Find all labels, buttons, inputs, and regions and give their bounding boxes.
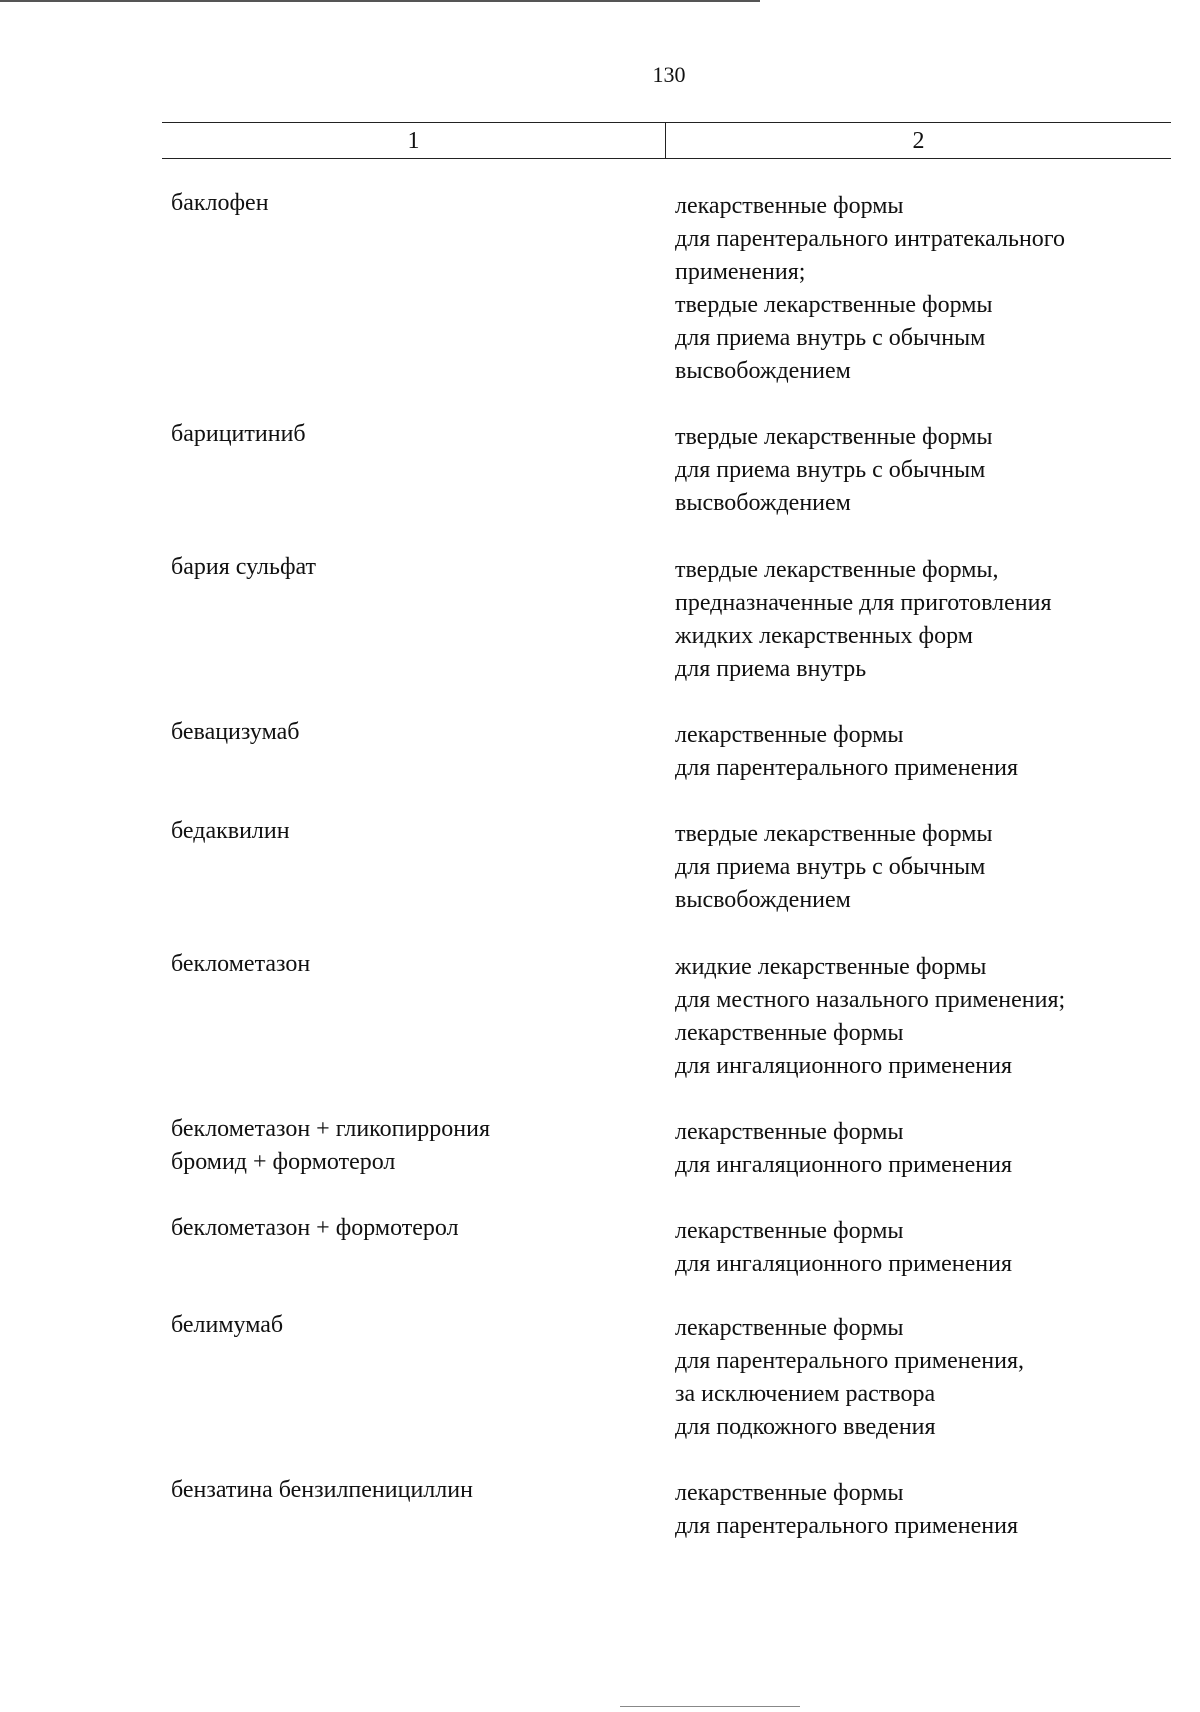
drug-name: бензатина бензилпенициллин xyxy=(171,1477,473,1503)
dosage-forms: лекарственные формы для парентерального применения xyxy=(675,722,1018,781)
scan-bottom-edge xyxy=(620,1706,800,1707)
column-header-1: 1 xyxy=(407,128,420,154)
dosage-forms: лекарственные формы для парентерального интратекального применения; твердые лекарственные формы для приема внутрь с обычным высвобождением xyxy=(675,193,1066,384)
drug-name: баклофен xyxy=(171,190,269,216)
column-header-2: 2 xyxy=(912,128,925,154)
drug-name: бевацизумаб xyxy=(171,719,300,745)
dosage-forms: лекарственные формы для парентерального применения, за исключением раствора для подкожного введения xyxy=(675,1315,1024,1440)
dosage-forms: лекарственные формы для ингаляционного применения xyxy=(675,1218,1013,1277)
drug-name: бария сульфат xyxy=(171,554,317,580)
drug-name: беклометазон + формотерол xyxy=(171,1215,459,1241)
page-number: 130 xyxy=(652,62,686,87)
dosage-forms: жидкие лекарственные формы для местного назального применения; лекарственные формы для ингаляционного применения xyxy=(675,954,1066,1079)
scan-top-edge xyxy=(0,0,760,2)
dosage-forms: лекарственные формы для ингаляционного применения xyxy=(675,1119,1013,1178)
dosage-forms: твердые лекарственные формы для приема внутрь с обычным высвобождением xyxy=(675,821,993,913)
drug-name: бедаквилин xyxy=(171,818,290,844)
dosage-forms: твердые лекарственные формы, предназначенные для приготовления жидких лекарственных форм для приема внутрь xyxy=(675,557,1052,682)
dosage-forms: твердые лекарственные формы для приема внутрь с обычным высвобождением xyxy=(675,424,993,516)
dosage-forms: лекарственные формы для парентерального применения xyxy=(675,1480,1018,1539)
drug-name: беклометазон + гликопиррония бромид + формотерол xyxy=(171,1116,491,1175)
drug-name: беклометазон xyxy=(171,951,311,977)
drug-name: барицитиниб xyxy=(171,421,306,447)
drug-name: белимумаб xyxy=(171,1312,284,1338)
table-header xyxy=(162,122,1171,159)
